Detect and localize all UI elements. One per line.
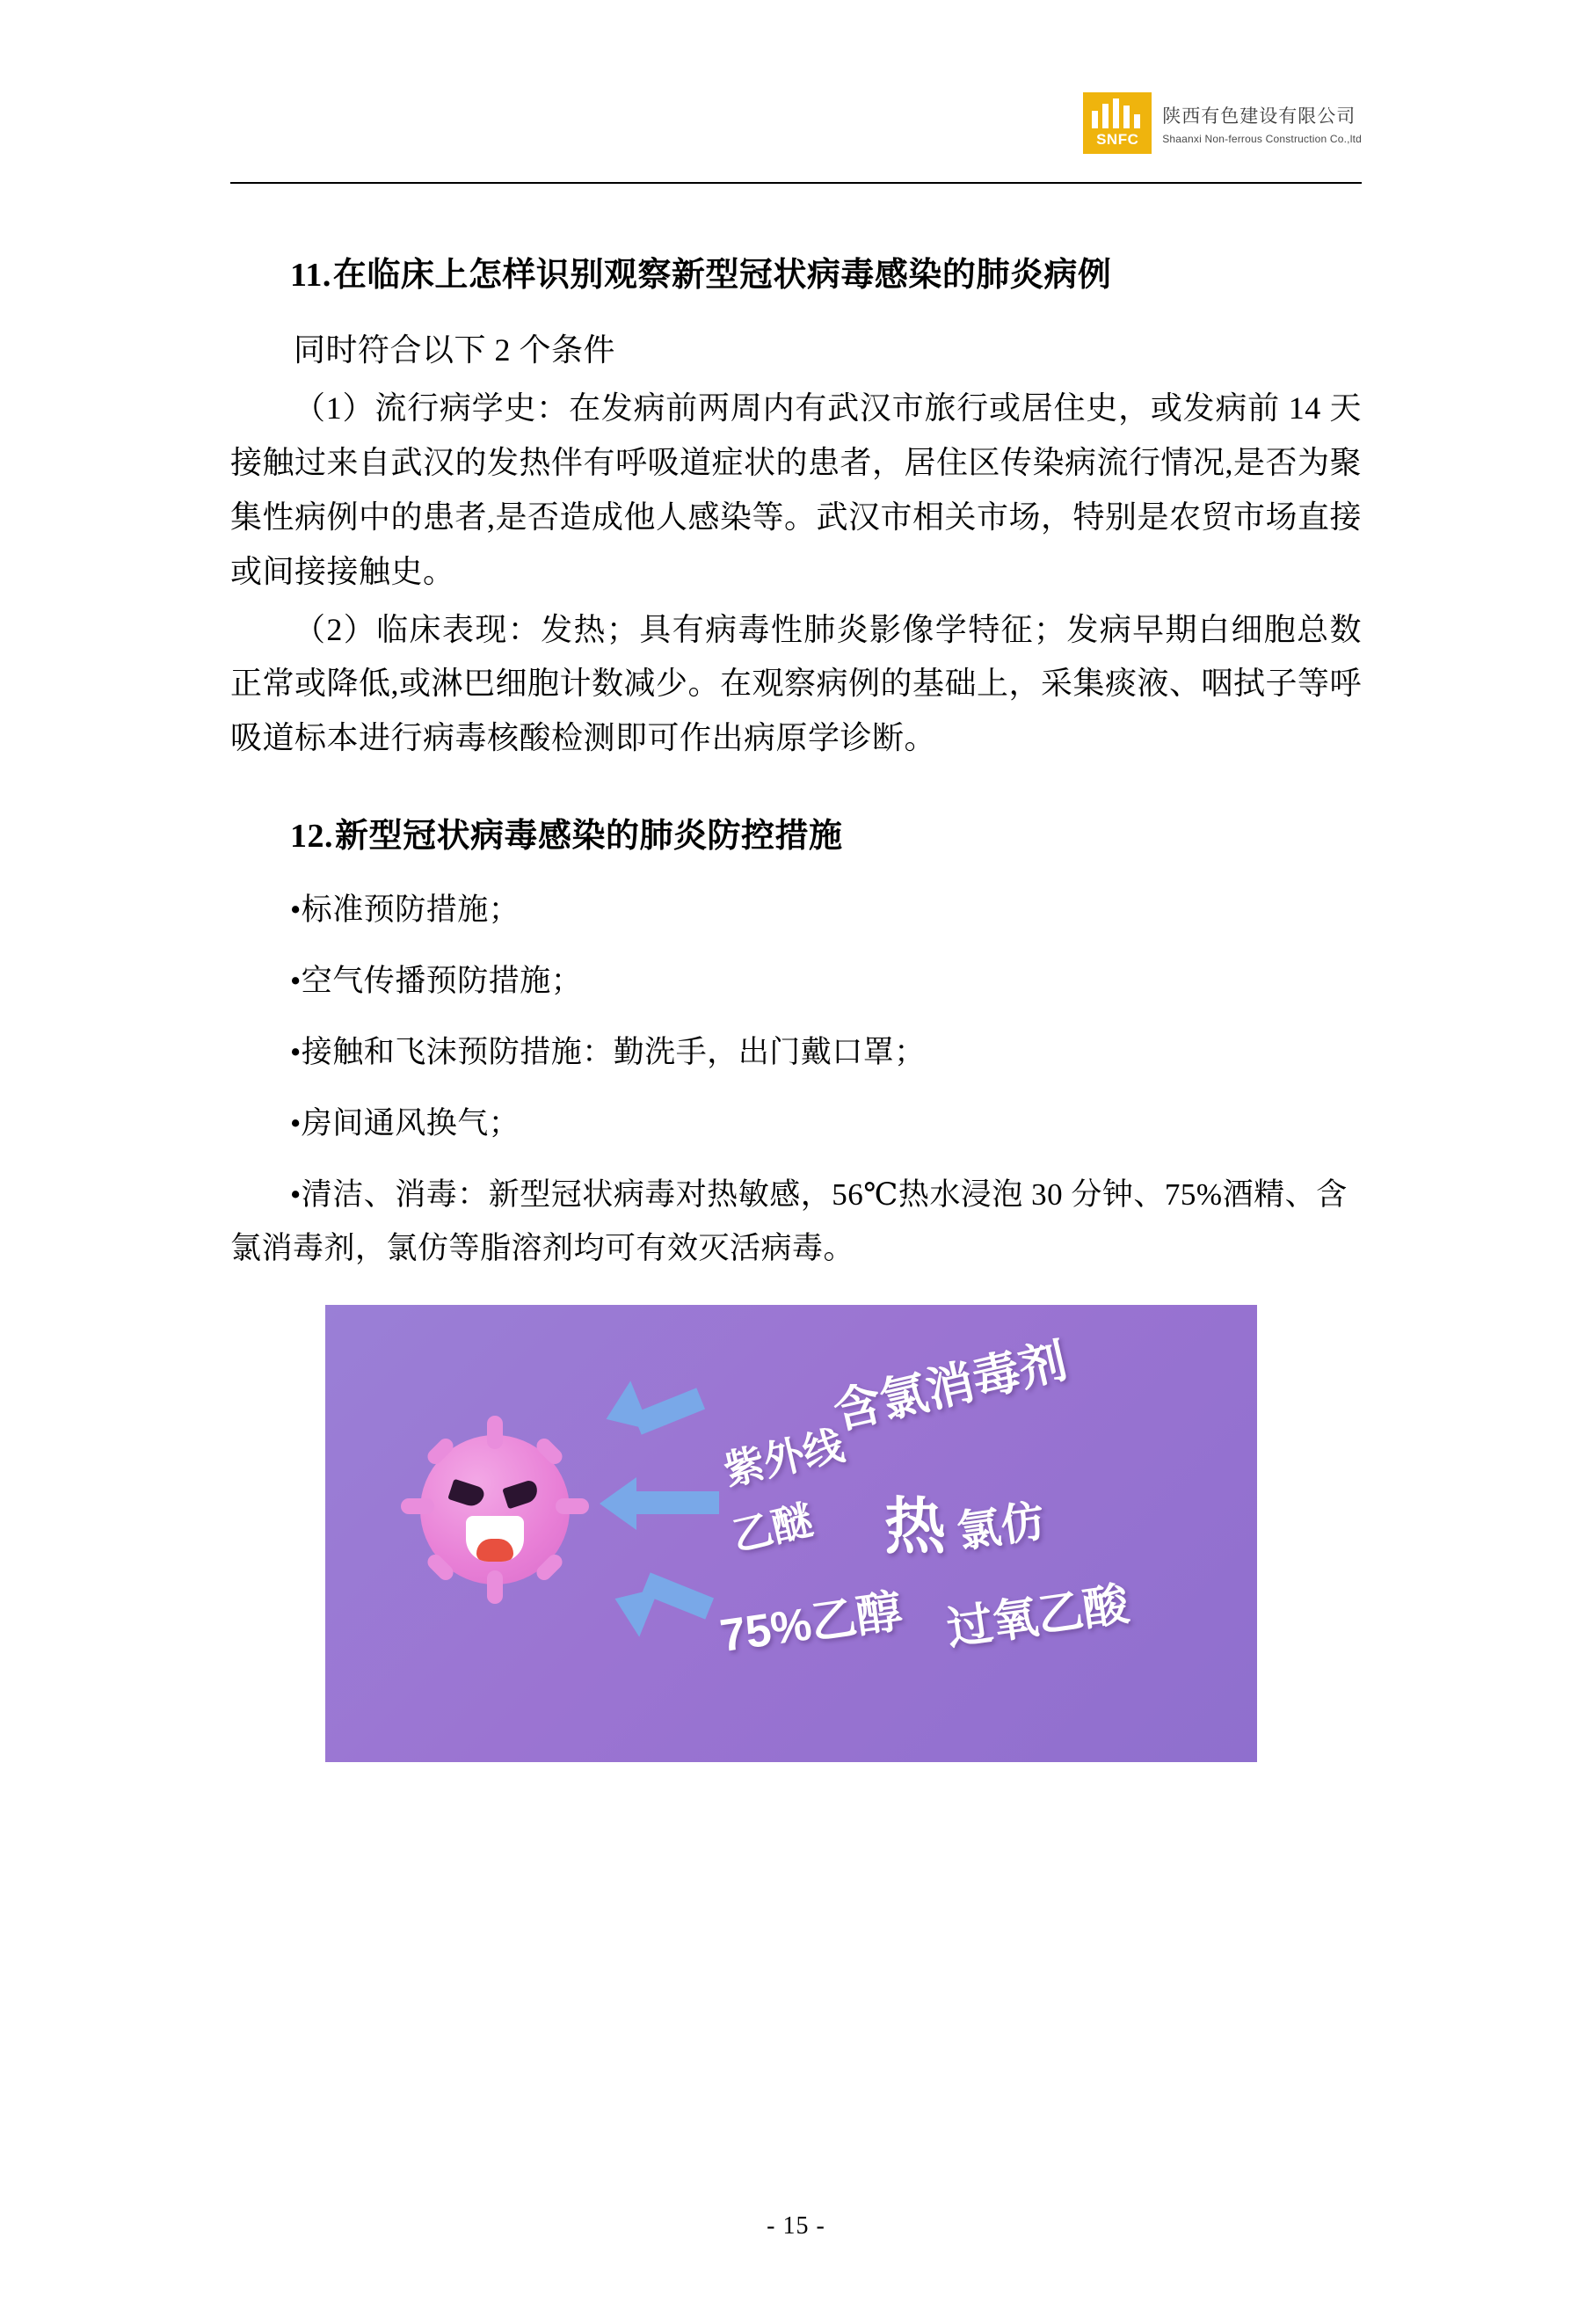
logo-text: SNFC: [1096, 131, 1139, 148]
virus-inactivation-figure: [325, 1305, 1257, 1762]
figure-label-chlorine-disinfectant: 含氯消毒剂: [828, 1334, 1072, 1439]
section-number-11: 11.: [290, 257, 331, 294]
measures-list: [230, 885, 1362, 1275]
figure-label-ether: 乙醚: [728, 1497, 818, 1560]
section-number-12: 12.: [290, 818, 333, 856]
paragraph-11-0: 同时符合以下 2 个条件: [294, 332, 616, 368]
figure-label-chloroform: 氯仿: [954, 1496, 1048, 1557]
page-header: [230, 92, 1362, 176]
section-title-11: [230, 251, 1362, 301]
figure-label-ethanol-75: 75%乙醇: [716, 1585, 905, 1662]
page-footer: [0, 2212, 1592, 2240]
header-divider: [230, 182, 1362, 184]
paragraph-11-1: （1）流行病学史：在发病前两周内有武汉市旅行或居住史，或发病前 14 天接触过来自武汉的发热伴有呼吸道症状的患者，居住区传染病流行情况,是否为聚集性病例中的患者,是否造成他人感染等。武汉市相关市场，特别是农贸市场直接或间接接触史。: [230, 390, 1363, 589]
virus-eye-left-icon: [447, 1479, 486, 1510]
list-item: •标准预防措施；: [290, 892, 520, 928]
list-item: •清洁、消毒：新型冠状病毒对热敏感，56℃热水浸泡 30 分钟、75%酒精、含氯消毒剂，氯仿等脂溶剂均可有效灭活病毒。: [230, 1177, 1348, 1265]
logo-bars-icon: [1092, 98, 1143, 128]
list-item: •空气传播预防措施；: [290, 964, 583, 999]
section-heading-12: 新型冠状病毒感染的肺炎防控措施: [335, 818, 843, 856]
figure-label-peracetic-acid: 过氧乙酸: [943, 1578, 1132, 1655]
paragraph-11-2: （2）临床表现：发热；具有病毒性肺炎影像学特征；发病早期白细胞总数正常或降低,或淋巴细胞计数减少。在观察病例的基础上，采集痰液、咽拭子等呼吸道标本进行病毒核酸检测即可作出病原学诊断。: [230, 611, 1363, 756]
company-name-cn: 陕西有色建设有限公司: [1162, 106, 1356, 127]
virus-eye-right-icon: [502, 1479, 541, 1510]
page-number: - 15 -: [767, 2212, 825, 2240]
company-names: [1162, 102, 1362, 145]
company-name-en: Shaanxi Non-ferrous Construction Co.,ltd: [1162, 132, 1362, 145]
snfc-logo-icon: [1083, 92, 1152, 154]
list-item: •接触和飞沫预防措施：勤洗手，出门戴口罩；: [290, 1034, 926, 1069]
figure-label-heat: 热: [884, 1491, 946, 1561]
section-block-12: [230, 812, 1362, 1275]
company-logo: [1083, 92, 1362, 154]
figure-label-uv: 紫外线: [719, 1421, 848, 1494]
virus-character-icon: [420, 1435, 570, 1585]
document-body: [230, 215, 1362, 1762]
list-item: •房间通风换气；: [290, 1105, 520, 1140]
virus-mouth-icon: [466, 1516, 524, 1562]
section-heading-11: 在临床上怎样识别观察新型冠状病毒感染的肺炎病例: [332, 257, 1112, 294]
section-title-12: [230, 812, 1362, 862]
